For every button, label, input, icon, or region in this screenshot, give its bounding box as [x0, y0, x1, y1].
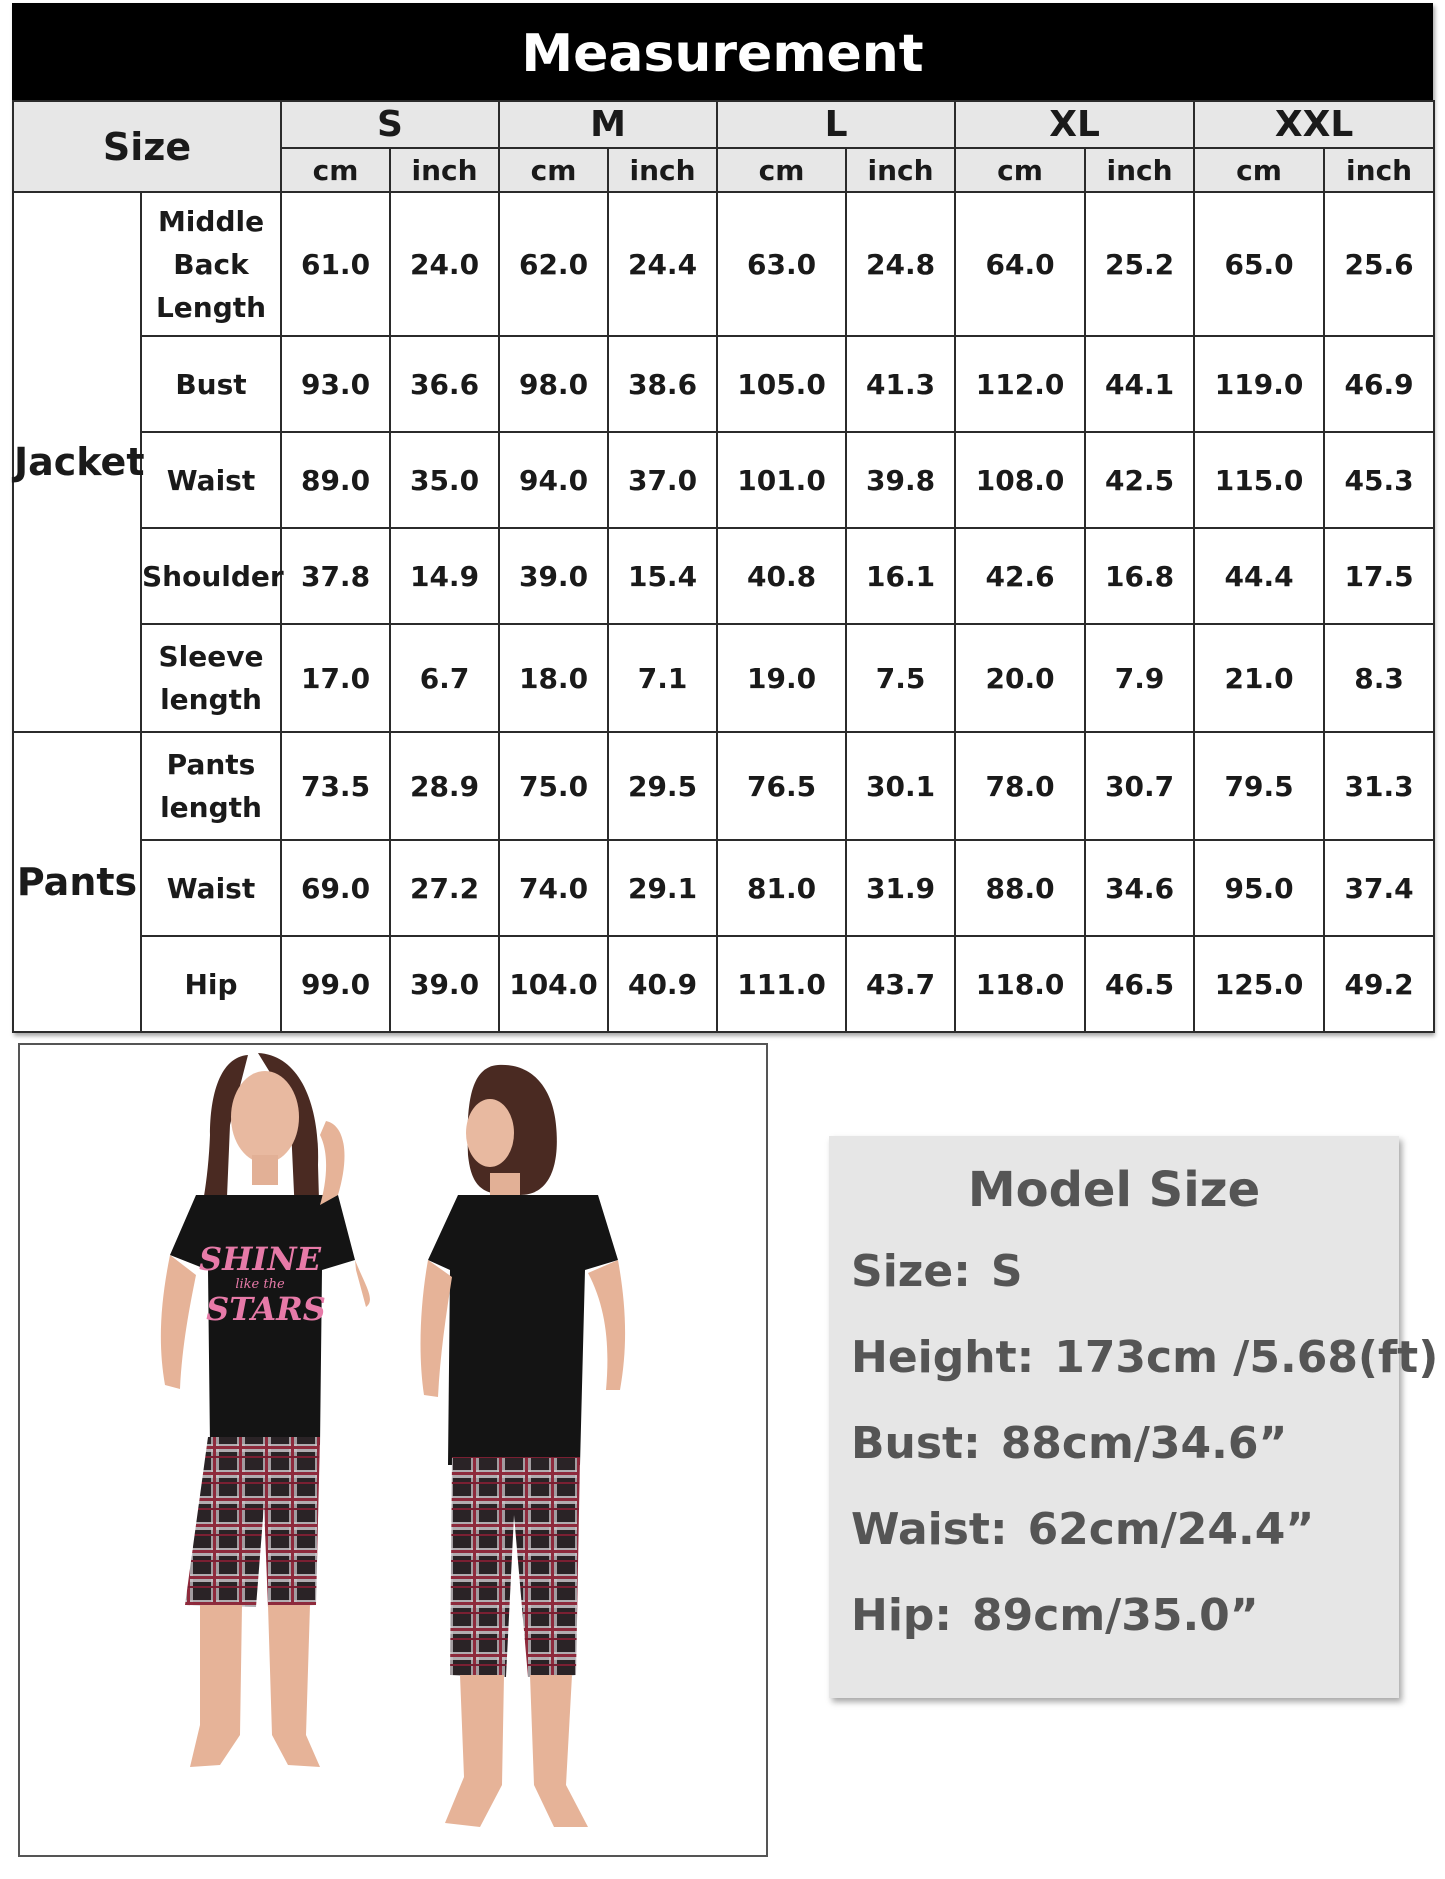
table-row	[13, 528, 1434, 624]
line-value: 89cm/35.0”	[972, 1590, 1259, 1641]
measurement-value: 98.0	[499, 336, 608, 432]
table-row	[13, 840, 1434, 936]
model-hip-line	[851, 1590, 1259, 1641]
measurement-value: 29.1	[608, 840, 717, 936]
measurement-value: 81.0	[717, 840, 846, 936]
measurement-value: 7.5	[846, 624, 955, 732]
measurement-value: 108.0	[955, 432, 1085, 528]
measurement-value: 88.0	[955, 840, 1085, 936]
measurement-value: 39.0	[499, 528, 608, 624]
unit-inch: inch	[1085, 148, 1194, 192]
table-row	[13, 936, 1434, 1032]
unit-cm: cm	[1194, 148, 1324, 192]
table-row	[13, 624, 1434, 732]
measurement-value: 111.0	[717, 936, 846, 1032]
measurement-label-line: Sleeve	[158, 640, 264, 673]
measurement-label-line: Back	[173, 247, 249, 281]
model-size-line	[851, 1246, 1023, 1297]
measurement-value: 41.3	[846, 336, 955, 432]
line-value: S	[990, 1246, 1023, 1297]
group-label: Jacket	[13, 192, 141, 732]
size-l-header: L	[717, 101, 955, 148]
measurement-value: 119.0	[1194, 336, 1324, 432]
line-value: 88cm/34.6”	[1000, 1418, 1288, 1469]
measurement-value: 37.8	[281, 528, 390, 624]
table-row	[13, 336, 1434, 432]
measurement-value: 38.6	[608, 336, 717, 432]
measurement-label	[141, 192, 281, 336]
measurement-value: 21.0	[1194, 624, 1324, 732]
size-xl-header: XL	[955, 101, 1194, 148]
measurement-value: 65.0	[1194, 192, 1324, 336]
model-waist-line	[851, 1504, 1314, 1555]
measurement-value: 46.9	[1324, 336, 1434, 432]
measurement-value: 18.0	[499, 624, 608, 732]
measurement-label	[141, 336, 281, 432]
unit-cm: cm	[499, 148, 608, 192]
measurement-value: 89.0	[281, 432, 390, 528]
measurement-value: 40.9	[608, 936, 717, 1032]
measurement-value: 93.0	[281, 336, 390, 432]
size-table	[12, 100, 1435, 1033]
measurement-value: 29.5	[608, 732, 717, 840]
measurement-value: 37.0	[608, 432, 717, 528]
measurement-value: 37.4	[1324, 840, 1434, 936]
measurement-label	[141, 732, 281, 840]
table-row	[13, 432, 1434, 528]
measurement-value: 7.9	[1085, 624, 1194, 732]
measurement-value: 14.9	[390, 528, 499, 624]
measurement-label-line: length	[160, 683, 262, 716]
measurement-label-line: Hip	[184, 967, 238, 1001]
front-model	[161, 1053, 370, 1767]
measurement-value: 25.6	[1324, 192, 1434, 336]
measurement-value: 34.6	[1085, 840, 1194, 936]
measurement-label	[141, 432, 281, 528]
unit-cm: cm	[717, 148, 846, 192]
measurement-value: 16.8	[1085, 528, 1194, 624]
measurement-value: 27.2	[390, 840, 499, 936]
measurement-label-line: Pants	[166, 748, 256, 781]
size-xxl-header: XXL	[1194, 101, 1434, 148]
table-row	[13, 732, 1434, 840]
table-body	[13, 192, 1434, 1032]
shirt-print-line3: STARS	[206, 1290, 326, 1328]
measurement-value: 8.3	[1324, 624, 1434, 732]
measurement-value: 30.1	[846, 732, 955, 840]
line-value: 62cm/24.4”	[1027, 1504, 1315, 1555]
measurement-value: 44.1	[1085, 336, 1194, 432]
measurement-value: 42.6	[955, 528, 1085, 624]
measurement-value: 31.3	[1324, 732, 1434, 840]
measurement-value: 24.0	[390, 192, 499, 336]
measurement-value: 19.0	[717, 624, 846, 732]
measurement-value: 75.0	[499, 732, 608, 840]
measurement-value: 40.8	[717, 528, 846, 624]
measurement-label-line: length	[160, 791, 262, 824]
measurement-value: 105.0	[717, 336, 846, 432]
model-size-card	[829, 1136, 1439, 1698]
line-key: Bust:	[851, 1418, 981, 1469]
measurement-value: 6.7	[390, 624, 499, 732]
measurement-value: 76.5	[717, 732, 846, 840]
measurement-value: 73.5	[281, 732, 390, 840]
line-value: 173cm /5.68(ft)	[1054, 1332, 1439, 1383]
shirt-print-line2: like the	[235, 1277, 285, 1292]
measurement-label-line: Waist	[166, 871, 256, 905]
measurement-label	[141, 840, 281, 936]
size-chart	[12, 3, 1433, 1033]
model-size-title: Model Size	[967, 1162, 1261, 1218]
line-key: Size:	[851, 1246, 971, 1297]
measurement-value: 16.1	[846, 528, 955, 624]
measurement-value: 69.0	[281, 840, 390, 936]
measurement-value: 112.0	[955, 336, 1085, 432]
unit-cm: cm	[281, 148, 390, 192]
measurement-value: 30.7	[1085, 732, 1194, 840]
measurement-value: 15.4	[608, 528, 717, 624]
model-photo	[18, 1043, 768, 1857]
measurement-value: 63.0	[717, 192, 846, 336]
model-illustration	[20, 1045, 766, 1855]
measurement-value: 43.7	[846, 936, 955, 1032]
measurement-value: 104.0	[499, 936, 608, 1032]
unit-inch: inch	[390, 148, 499, 192]
unit-inch: inch	[846, 148, 955, 192]
measurement-label-line: Middle	[157, 204, 265, 238]
measurement-value: 49.2	[1324, 936, 1434, 1032]
line-key: Height:	[851, 1332, 1035, 1383]
measurement-value: 17.0	[281, 624, 390, 732]
measurement-value: 62.0	[499, 192, 608, 336]
size-s-header: S	[281, 101, 499, 148]
model-bust-line	[851, 1418, 1287, 1469]
measurement-value: 74.0	[499, 840, 608, 936]
back-model	[421, 1065, 626, 1827]
measurement-label	[141, 528, 284, 624]
measurement-label-line: Waist	[166, 463, 256, 497]
measurement-value: 125.0	[1194, 936, 1324, 1032]
unit-inch: inch	[608, 148, 717, 192]
measurement-label	[141, 936, 281, 1032]
measurement-value: 44.4	[1194, 528, 1324, 624]
measurement-value: 24.8	[846, 192, 955, 336]
measurement-value: 39.8	[846, 432, 955, 528]
measurement-value: 115.0	[1194, 432, 1324, 528]
measurement-value: 39.0	[390, 936, 499, 1032]
measurement-value: 99.0	[281, 936, 390, 1032]
measurement-value: 35.0	[390, 432, 499, 528]
unit-inch: inch	[1324, 148, 1434, 192]
measurement-value: 64.0	[955, 192, 1085, 336]
measurement-value: 24.4	[608, 192, 717, 336]
measurement-value: 101.0	[717, 432, 846, 528]
chart-title: Measurement	[12, 3, 1433, 100]
line-key: Waist:	[851, 1504, 1008, 1555]
measurement-value: 28.9	[390, 732, 499, 840]
line-key: Hip:	[851, 1590, 952, 1641]
measurement-value: 79.5	[1194, 732, 1324, 840]
measurement-label-line: Length	[155, 290, 267, 324]
size-header: Size	[13, 101, 281, 192]
measurement-value: 46.5	[1085, 936, 1194, 1032]
unit-cm: cm	[955, 148, 1085, 192]
group-label: Pants	[13, 732, 141, 1032]
measurement-value: 20.0	[955, 624, 1085, 732]
measurement-value: 78.0	[955, 732, 1085, 840]
measurement-value: 45.3	[1324, 432, 1434, 528]
measurement-value: 94.0	[499, 432, 608, 528]
measurement-label	[141, 624, 281, 732]
model-height-line	[851, 1332, 1438, 1383]
size-m-header: M	[499, 101, 717, 148]
shirt-print-line1: SHINE	[199, 1240, 321, 1278]
table-row	[13, 192, 1434, 336]
measurement-value: 25.2	[1085, 192, 1194, 336]
measurement-value: 61.0	[281, 192, 390, 336]
measurement-value: 36.6	[390, 336, 499, 432]
measurement-value: 17.5	[1324, 528, 1434, 624]
measurement-label-line: Shoulder	[142, 559, 284, 593]
measurement-value: 31.9	[846, 840, 955, 936]
measurement-value: 42.5	[1085, 432, 1194, 528]
measurement-label-line: Bust	[175, 367, 247, 401]
measurement-value: 7.1	[608, 624, 717, 732]
measurement-value: 118.0	[955, 936, 1085, 1032]
measurement-value: 95.0	[1194, 840, 1324, 936]
